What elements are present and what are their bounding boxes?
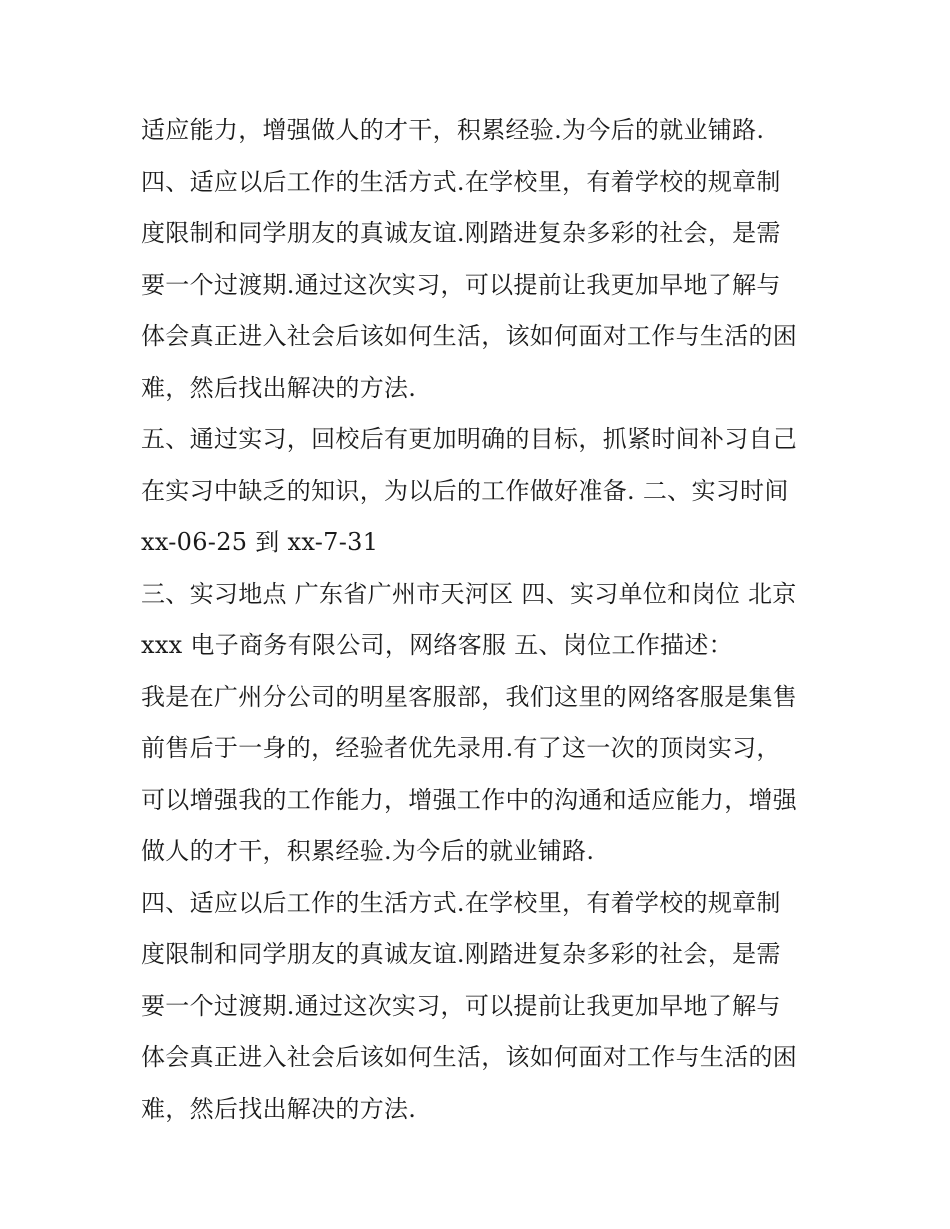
text-line: xx-06-25 到 xx-7-31: [141, 528, 379, 556]
text-line: 前售后于一身的，经验者优先录用.有了这一次的顶岗实习，: [141, 734, 781, 762]
text-line: 难，然后找出解决的方法.: [141, 1094, 417, 1123]
text-line: 五、通过实习，回校后有更加明确的目标，抓紧时间补习自己: [141, 425, 798, 453]
text-line: 要一个过渡期.通过这次实习，可以提前让我更加早地了解与: [141, 270, 781, 299]
text-line: xxx 电子商务有限公司，网络客服 五、岗位工作描述：: [141, 631, 733, 659]
text-line: 度限制和同学朋友的真诚友谊.刚踏进复杂多彩的社会，是需: [141, 219, 781, 247]
text-line: 可以增强我的工作能力，增强工作中的沟通和适应能力，增强: [141, 785, 798, 814]
text-line: 度限制和同学朋友的真诚友谊.刚踏进复杂多彩的社会，是需: [141, 940, 781, 968]
text-line: 在实习中缺乏的知识，为以后的工作做好准备. 二、实习时间: [141, 476, 789, 505]
text-line: 做人的才干，积累经验.为今后的就业铺路.: [141, 837, 595, 865]
text-line: 体会真正进入社会后该如何生活，该如何面对工作与生活的困: [141, 1043, 798, 1071]
text-line: 体会真正进入社会后该如何生活，该如何面对工作与生活的困: [141, 322, 798, 350]
text-line: 四、适应以后工作的生活方式.在学校里，有着学校的规章制: [141, 888, 781, 917]
text-line: 四、适应以后工作的生活方式.在学校里，有着学校的规章制: [141, 167, 781, 196]
text-line: 三、实习地点 广东省广州市天河区 四、实习单位和岗位 北京: [141, 579, 797, 608]
text-line: 我是在广州分公司的明星客服部，我们这里的网络客服是集售: [141, 682, 798, 711]
text-line: 难，然后找出解决的方法.: [141, 373, 417, 402]
text-line: 要一个过渡期.通过这次实习，可以提前让我更加早地了解与: [141, 991, 781, 1020]
body-text: [141, 105, 821, 1135]
text-line: 适应能力，增强做人的才干，积累经验.为今后的就业铺路.: [141, 116, 765, 144]
